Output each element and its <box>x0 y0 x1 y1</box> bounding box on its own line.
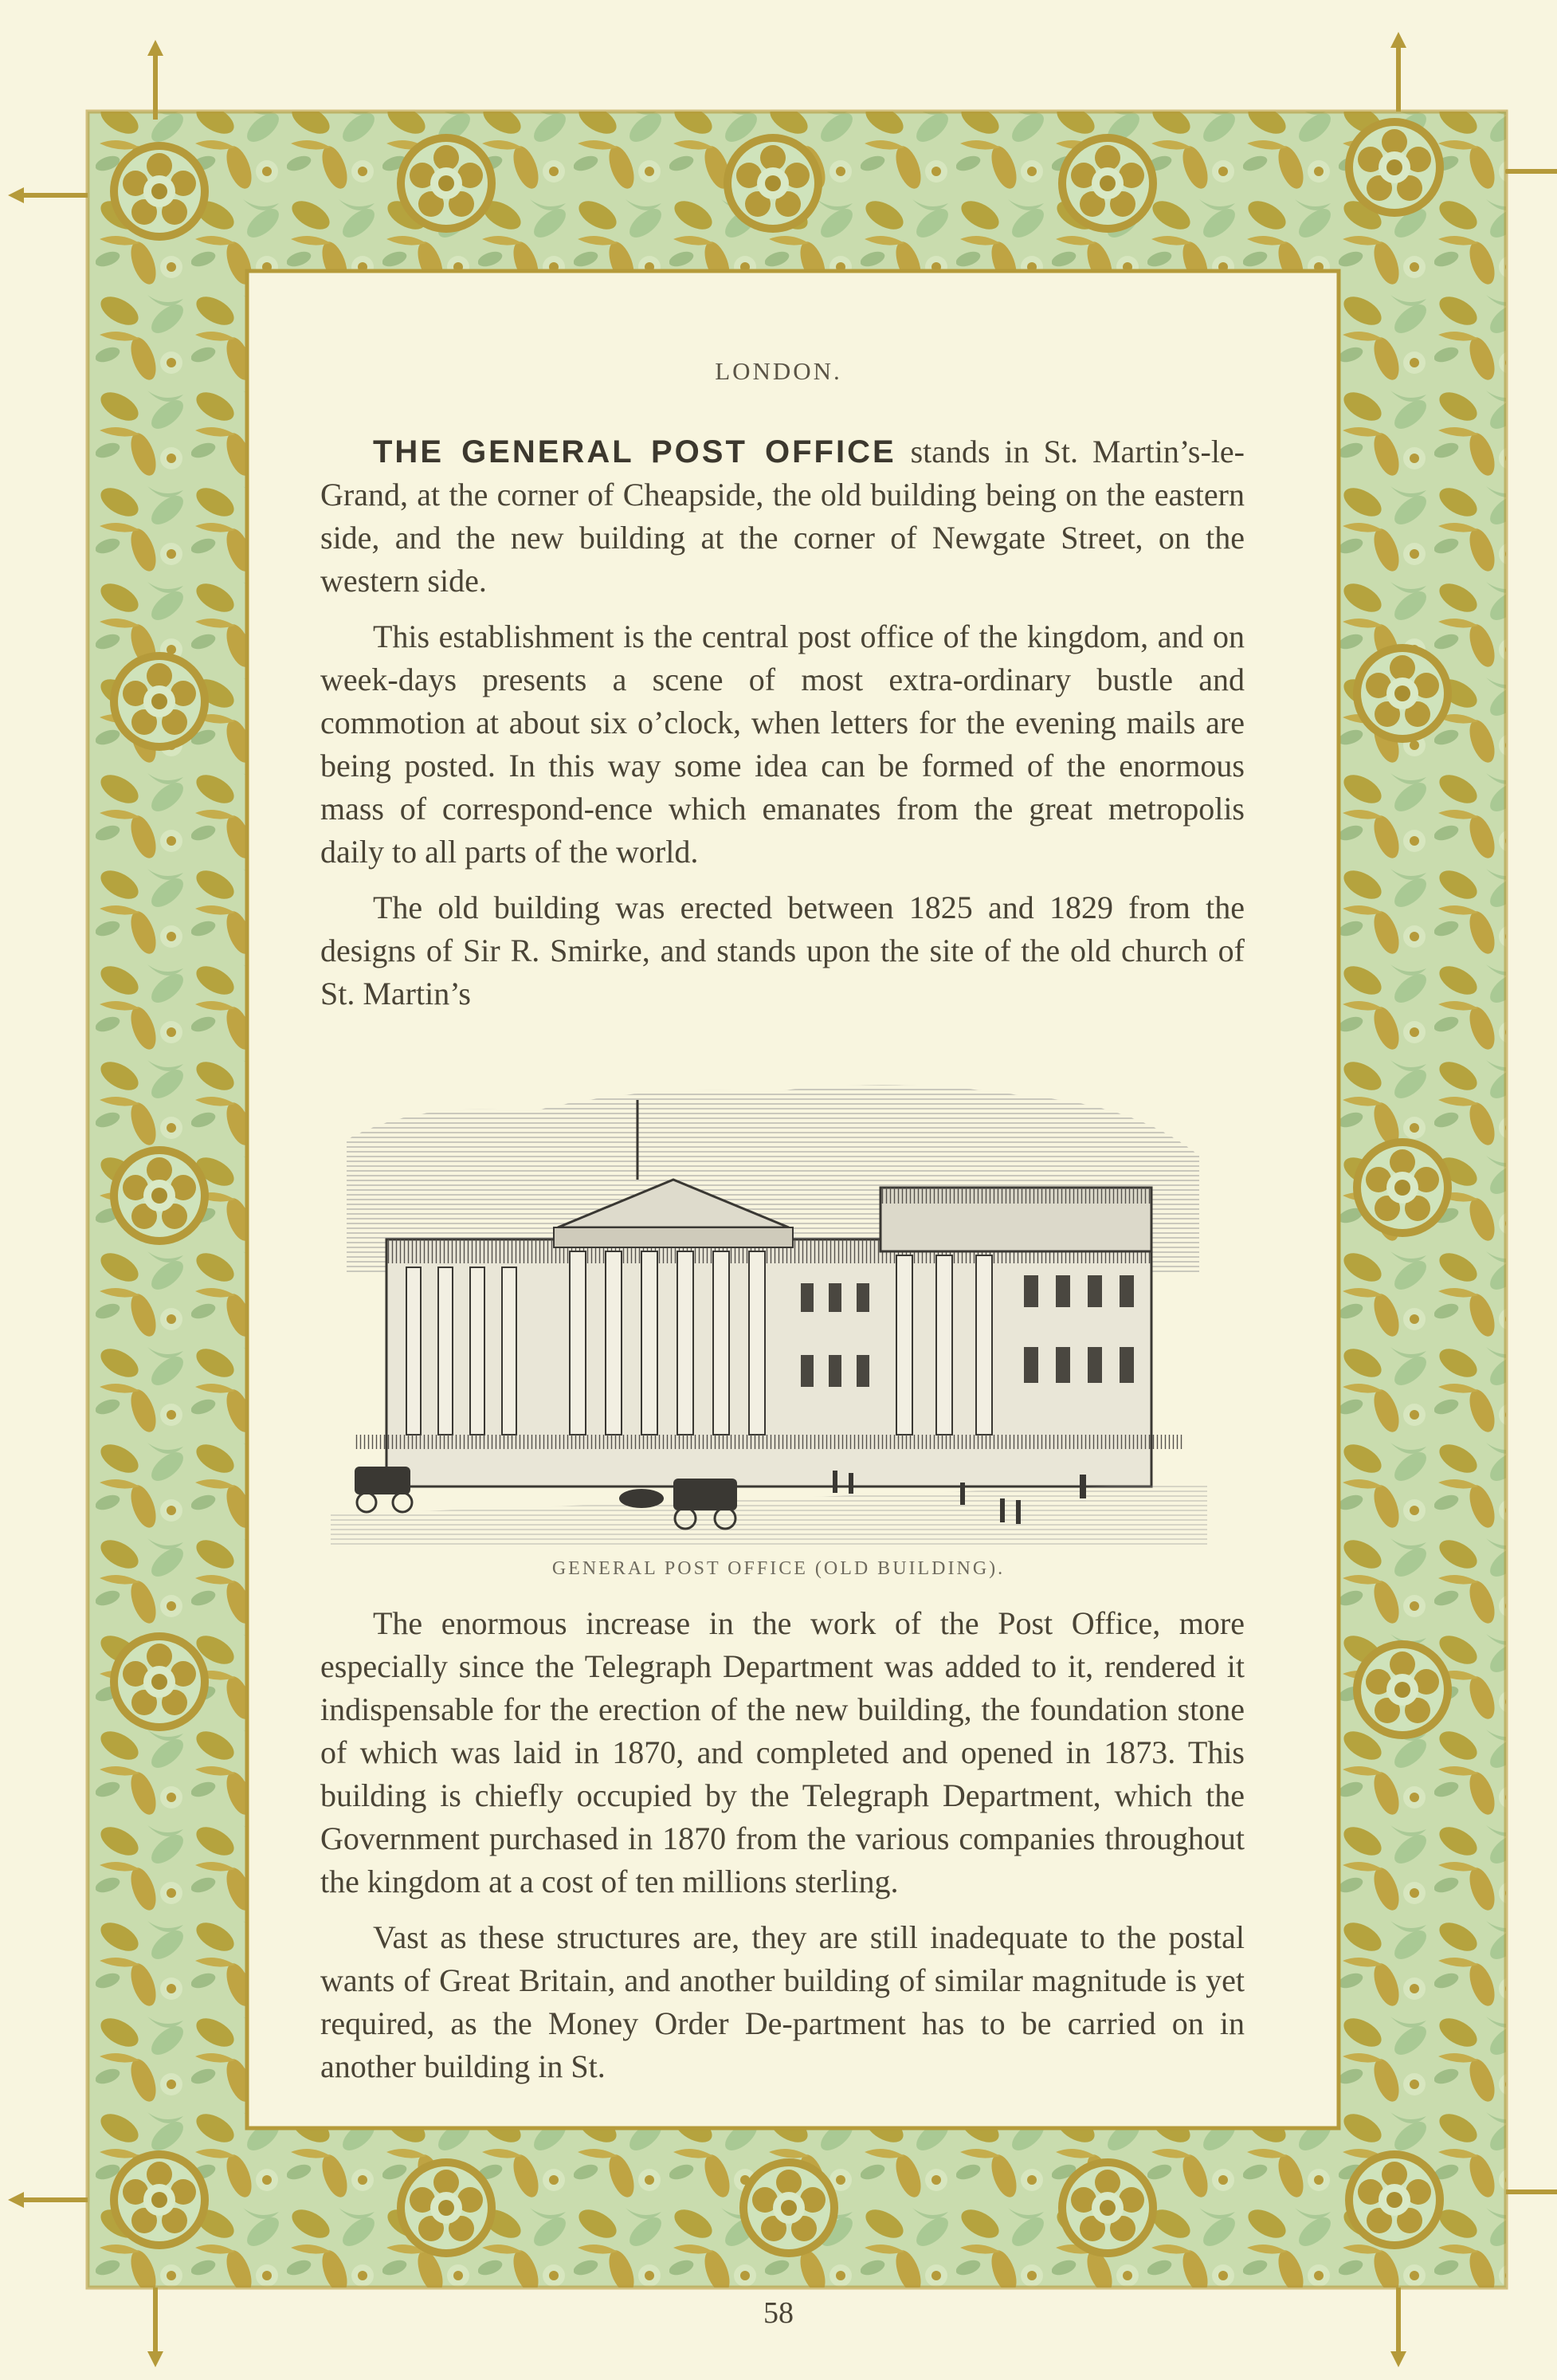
running-head: LONDON. <box>715 357 842 385</box>
section-heading-general-post-office: THE GENERAL POST OFFICE <box>373 434 896 469</box>
article-text-top <box>320 430 1245 1028</box>
post-office-engraving <box>323 1068 1219 1550</box>
page-number: 58 <box>763 2296 794 2330</box>
paragraph-1 <box>320 430 1245 603</box>
illustration-caption: GENERAL POST OFFICE (OLD BUILDING). <box>551 1558 1006 1579</box>
paragraph-1-text: stands in St. Martin’s-le-Grand, at the corner of Cheapside, the old building being on the eastern side, and the new building at the corner of Newgate Street, on the western side. <box>320 434 1245 599</box>
paragraph-2: This establishment is the central post office of the kingdom, and on week-days presents a scene of most extra-ordinary bustle and commotion at about six o’clock, when letters for the evening mails are being posted. In this way some idea can be formed of the enormous mass of correspond-ence which emanates from the great metropolis daily to all parts of the world. <box>320 619 1245 870</box>
paragraph-3: The old building was erected between 1825 and 1829 from the designs of Sir R. Smirke, and stands upon the site of the old church of St. Martin’s <box>320 890 1245 1011</box>
paragraph-5: Vast as these structures are, they are still inadequate to the postal wants of Great Britain, and another building of similar magnitude is yet required, as the Money Order De-partment has to be carried on in another building in St. <box>320 1919 1245 2084</box>
paragraph-4: The enormous increase in the work of the Post Office, more especially since the Telegraph Department was added to it, rendered it indispensable for the erection of the new building, the foundation stone of which was laid in 1870, and completed and opened in 1873. This building is chiefly occupied by the Telegraph Department, which the Government purchased in 1870 from the various companies throughout the kingdom at a cost of ten millions sterling. <box>320 1605 1245 1899</box>
article-text-bottom <box>320 1602 1245 2101</box>
